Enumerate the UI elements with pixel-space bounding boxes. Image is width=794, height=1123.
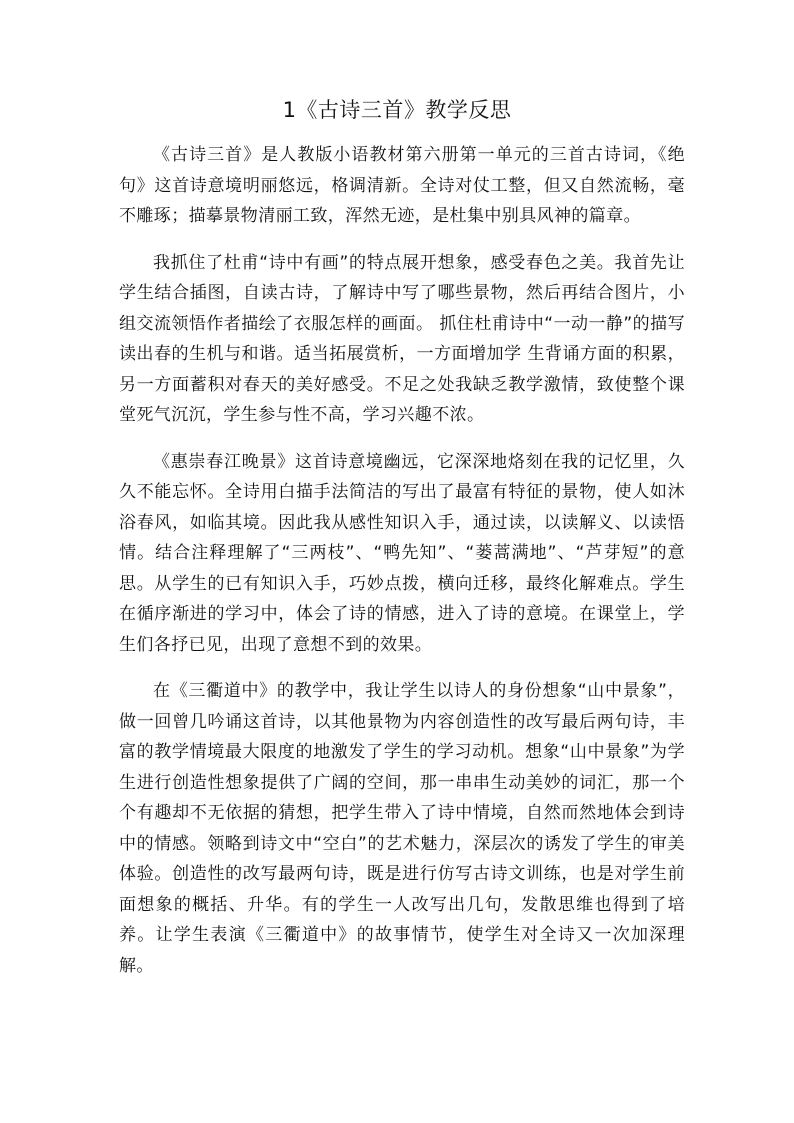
paragraph-1: 《古诗三首》是人教版小语教材第六册第一单元的三首古诗词，《绝句》这首诗意境明丽悠远，格调清新。全诗对仗工整，但又自然流畅，毫不雕琢；描摹景物清丽工致，浑然无迹，是杜集中别具风神的篇章。 — [119, 145, 685, 226]
paragraph-3: 《惠崇春江晚景》这首诗意境幽远，它深深地烙刻在我的记忆里，久久不能忘怀。全诗用白描手法简洁的写出了最富有特征的景物，使人如沐浴春风，如临其境。因此我从感性知识入手，通过读，以读解义、以读悟情。结合注释理解了“三两枝”、“鸭先知”、“蒌蒿满地”、“芦芽短”的意思。从学生的已有知识入手，巧妙点拨，横向迁移，最终化解难点。学生在循序渐进的学习中，体会了诗的情感，进入了诗的意境。在课堂上，学生们各抒已见，出现了意想不到的效果。 — [119, 451, 685, 655]
paragraph-4: 在《三衢道中》的教学中，我让学生以诗人的身份想象“山中景象”，做一回曾几吟诵这首诗，以其他景物为内容创造性的改写最后两句诗，丰富的教学情境最大限度的地激发了学生的学习动机。想象“山中景象”为学生进行创造性想象提供了广阔的空间，那一串串生动美妙的词汇，那一个个有趣却不无依据的猜想，把学生带入了诗中情境，自然而然地体会到诗中的情感。领略到诗文中“空白”的艺术魅力，深层次的诱发了学生的审美体验。创造性的改写最两句诗，既是进行仿写古诗文训练，也是对学生前面想象的概括、升华。有的学生一人改写出几句，发散思维也得到了培养。让学生表演《三衢道中》的故事情节，使学生对全诗又一次加深理解。 — [119, 681, 685, 976]
paragraph-2: 我抓住了杜甫“诗中有画”的特点展开想象，感受春色之美。我首先让学生结合插图，自读古诗，了解诗中写了哪些景物，然后再结合图片，小组交流领悟作者描绘了衣服怎样的画面。 抓住杜甫诗中“一动一静”的描写读出春的生机与和谐。适当拓展赏析，一方面增加学 生背诵方面的积累，另一方面蓄积对春天的美好感受。不足之处我缺乏教学激情，致使整个课堂死气沉沉，学生参与性不高，学习兴趣不浓。 — [119, 252, 685, 425]
document-body — [119, 140, 685, 997]
document-title: 1《古诗三首》教学反思 — [282, 98, 512, 122]
